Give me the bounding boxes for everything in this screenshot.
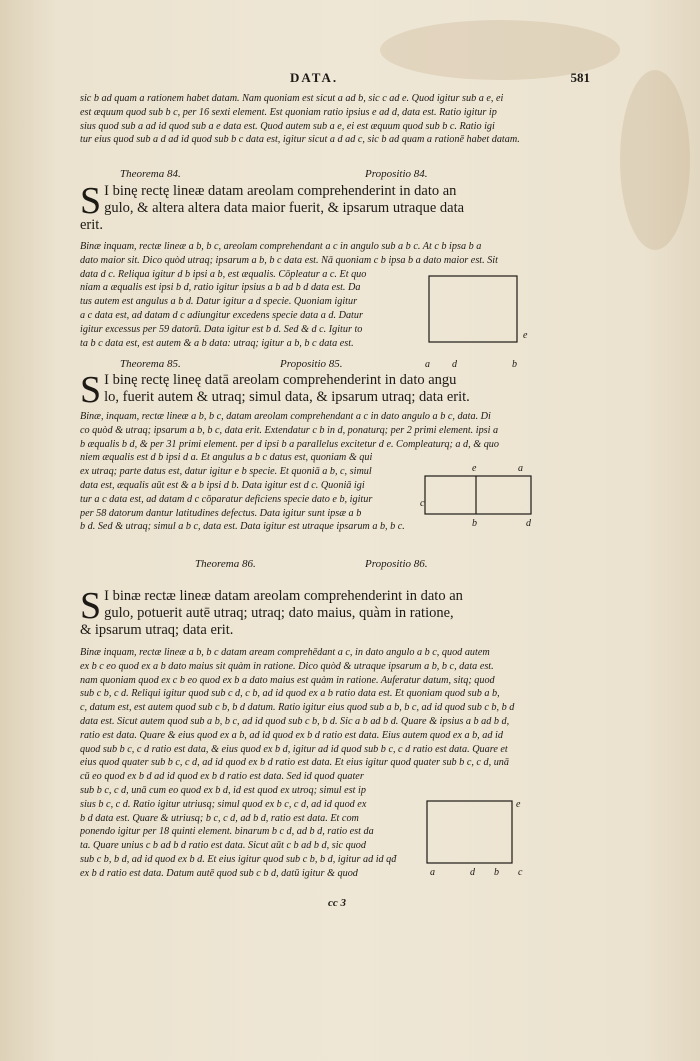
figure-label: c: [518, 867, 523, 878]
text-line: ta. Quare unius c b ad b d ratio est data. Sicut aūt c b ad b d, sic quod: [80, 840, 366, 852]
text-line: sic b ad quam a rationem habet datam. Nam quoniam est sicut a ad b, sic c ad e. Quod igitur sub a e, ei: [80, 93, 504, 104]
text-line: dato maior sit. Dico quòd utraq; ipsarum a b, b c data est. Nā quoniam c b ipsa b a dato maior est. Sit: [80, 254, 498, 266]
figure-label: a: [425, 359, 430, 370]
text-line: niam a æqualis est ipsi b d, ratio igitur ipsius a b ad b d data est. Da: [80, 282, 361, 294]
enunciation-line: I binę rectę lineę datā areolam comprehenderint in dato angu: [104, 372, 457, 388]
page-header: [80, 70, 590, 88]
enunciation-line: gulo, & altera altera data maior fuerit, & ipsarum utraque data: [104, 200, 465, 216]
text-line: ta b c data est, est autem & a b data: utraq; igitur a b, b c data est.: [80, 337, 354, 349]
figure-label: d: [470, 867, 475, 878]
figure-label: b: [512, 359, 517, 370]
text-line: igitur excessus per 59 datorū. Data igitur est b d. Sed & d c. Igitur to: [80, 323, 363, 335]
figure-label: b: [472, 518, 477, 529]
text-line: b d data est. Quare & utriusq; b c, c d, ad b d, ratio est data. Et com: [80, 812, 359, 824]
propositio-label: Propositio 84.: [365, 168, 428, 180]
enunciation-84: [80, 180, 552, 234]
figure-label: d: [526, 518, 531, 529]
text-line: a c data est, ad datam d c adiungitur excedens specie data a d. Datur: [80, 309, 363, 321]
text-line: Binæ inquam, rectæ lineæ a b, b c, areolam comprehendant a c in angulo sub a b c. At c b ipsa b a: [80, 241, 482, 252]
theorem-label: Theorema 85.: [120, 358, 181, 370]
folio-number: 581: [570, 70, 590, 85]
text-line: ponendo igitur per 18 quinti element. binarum b c d, ad b d, ratio est da: [80, 826, 374, 838]
text-line: ex utraq; parte datus est, datur igitur e b specie. Et quoniā a b, c, simul: [80, 466, 372, 478]
enunciation-line: gulo, potuerit autē utraq; utraq; dato maius, quàm in ratione,: [104, 605, 454, 621]
text-line: b æqualis b d, & per 31 primi element. per d ipsi b a parallelus excitetur d e. Compleaturq; a d, & quo: [80, 438, 499, 450]
text-line: eius quod quater sub b c, c d, ad id quod ex b d ratio est data. Et eius igitur quod quater sub b c, c d, unā: [80, 757, 509, 769]
text-line: niem æqualis est d b ipsi d a. Et angulus a b c datus est, quoniam & qui: [80, 452, 373, 464]
text-line: sub c b, c d. Reliqui igitur quod sub c d, c b, ad id quod ex a b ratio data est. Et quoniam quod sub a b,: [80, 688, 500, 700]
figure-label: d: [452, 359, 457, 370]
figure-84: [420, 268, 550, 378]
figure-label: e: [472, 463, 477, 474]
figure-label: b: [494, 867, 499, 878]
enunciation-line: & ipsarum utraq; data erit.: [80, 622, 234, 638]
text-line: Binæ inquam, rectæ lineæ a b, b c datam aream comprehēdant a c, in dato angulo a b c, quod autem: [80, 647, 490, 658]
text-line: data est, æqualis aūt est & a b ipsi d b. Data igitur est d c. Quoniā igi: [80, 479, 365, 491]
text-line: sub b c, c d, unā cum eo quod ex b d, id est quod ex utroq; simul est ip: [80, 784, 366, 796]
text-line: ratio est data. Quare & eius quod ex a b, ad id quod ex b d ratio est data. Eius autem quod ex a b, ad id: [80, 729, 503, 741]
figure-label: a: [518, 463, 523, 474]
figure-label: e: [516, 799, 521, 810]
figure-label: c: [420, 498, 425, 509]
propositio-label: Propositio 85.: [280, 358, 343, 370]
text-line: sub c b, b d, ad id quod ex b d. Et eius igitur quod sub c b, b d, igitur ad id qđ: [80, 853, 397, 865]
enunciation-line: lo, fuerit autem & utraq; simul data, & ipsarum utraq; data erit.: [104, 389, 470, 405]
text-line: ex b d ratio est data. Datum autē quod sub c b d, datū igitur & quod: [80, 867, 358, 879]
text-line: cū eo quod ex b d ad id quod ex b d ratio est data. Sed id quod quater: [80, 771, 364, 783]
enunciation-line: I binę rectę lineæ datam areolam comprehenderint in dato an: [104, 183, 457, 199]
drop-cap: S: [80, 180, 102, 222]
text-line: c, datum est, est autem quod sub c b, b d datum. Ratio igitur eius quod sub a b, b c, ad id quod sub c b, b d: [80, 702, 515, 714]
running-head: DATA.: [290, 70, 339, 85]
text-line: co quòd & utraq; ipsarum a b, b c, data erit. Extendatur c b in d, ponaturq; per 2 primi element. ipsi a: [80, 424, 499, 436]
drop-cap: S: [80, 585, 102, 627]
text-line: data d c. Reliqua igitur d b ipsi a b, est æqualis. Cōpleatur a c. Et quo: [80, 268, 367, 280]
text-line: tus autem est angulus a b d. Datur igitur a d specie. Quoniam igitur: [80, 296, 358, 308]
top-paragraph: [80, 92, 552, 147]
theorem-label: Theorema 86.: [195, 558, 256, 570]
text-line: sius b c, c d. Ratio igitur utriusq; simul quod ex b c, c d, ad id quod ex: [80, 798, 367, 810]
text-line: Binæ, inquam, rectæ lineæ a b, b c, datam areolam comprehendant a c in dato angulo a b c, data. Di: [80, 411, 491, 422]
figure-label: a: [430, 867, 435, 878]
text-line: tur a c data est, ad datam d c cōparatur deficiens specie dato e b, igitur: [80, 493, 373, 505]
drop-cap: S: [80, 369, 102, 411]
text-line: tur eius quod sub a d ad id quod sub b c data est, igitur sicut a d ad c, sic b ad quam a rationē habet datam.: [80, 134, 520, 146]
theorem-label: Theorema 84.: [120, 168, 181, 180]
text-line: data est. Sicut autem quod sub a b, b c, ad id quod sub c b, b d. Sic a b ad b d. Quare & ipsius a b ad b d,: [80, 715, 510, 727]
enunciation-85: [80, 369, 552, 411]
text-line: b d. Sed & utraq; simul a b c, data est. Data igitur est utraque ipsarum a b, b c.: [80, 521, 405, 533]
figure-rectangle: [429, 276, 517, 342]
text-line: sius quod sub a ad id quod sub a e data est. Quod autem sub a e, ei est æquum quod sub b c. Ratio igi: [80, 120, 495, 132]
enunciation-line: I binæ rectæ lineæ datam areolam comprehenderint in dato an: [104, 588, 463, 604]
propositio-label: Propositio 86.: [365, 558, 428, 570]
figure-rectangle: [427, 801, 512, 863]
signature-mark: cc 3: [328, 897, 347, 909]
text-line: nam quoniam quod ex c b eo quod ex b a dato maius est quàm in ratione. Auferatur datum, sitq; quod: [80, 674, 495, 686]
water-stain: [620, 70, 690, 250]
text-line: per 58 datorum dantur latitudines defectus. Data igitur sunt ipsæ a b: [80, 507, 362, 519]
text-line: est æquum quod sub b c, per 16 sexti element. Est quoniam ratio ipsius e ad d, data est. Ratio igitur ip: [80, 106, 497, 118]
enunciation-line: erit.: [80, 217, 103, 233]
figure-85: [410, 462, 550, 537]
text-line: ex b c eo quod ex a b dato maius sit quàm in ratione. Dico quòd & utraque ipsarum a b, b c, data est.: [80, 660, 494, 672]
enunciation-86: [80, 585, 552, 639]
figure-rectangle: [425, 476, 531, 514]
figure-label: e: [523, 330, 528, 341]
text-line: quod sub b c, c d ratio est data, & eius quod ex b d, igitur ad id quod sub b c, c d ratio est data. Quare et: [80, 743, 508, 755]
figure-86: [418, 795, 533, 885]
